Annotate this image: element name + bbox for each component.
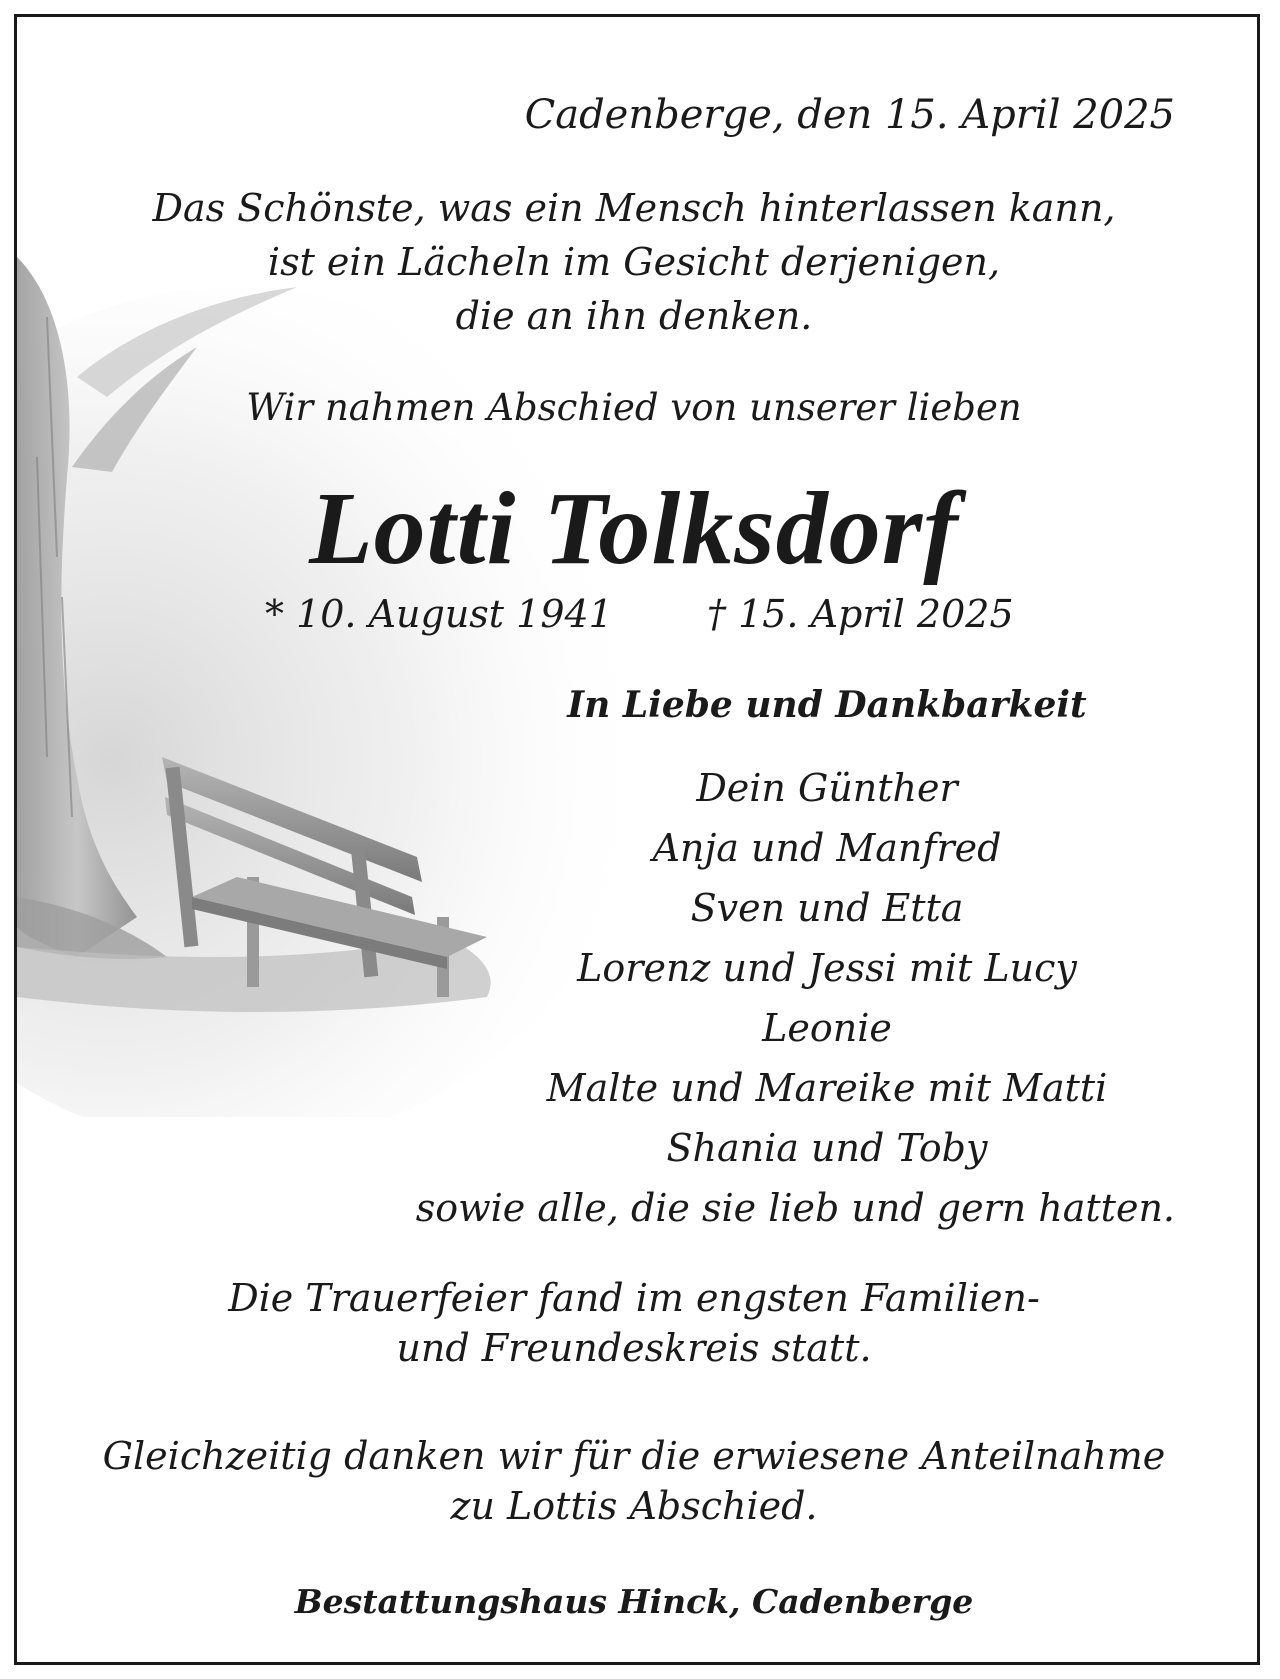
service-line-2: und Freundeskreis statt.: [396, 1326, 872, 1370]
quote-line-2: ist ein Lächeln im Gesicht derjenigen,: [267, 240, 1001, 284]
birth-date: * 10. August 1941: [265, 592, 613, 636]
service-line-1: Die Trauerfeier fand im engsten Familien-: [228, 1276, 1040, 1320]
death-date: † 15. April 2025: [707, 592, 1014, 636]
mourner-name: Lorenz und Jessi mit Lucy: [577, 946, 1077, 990]
place-and-date: Cadenberge, den 15. April 2025: [524, 92, 1175, 138]
mourner-name: Shania und Toby: [666, 1126, 988, 1170]
mourners-closing: sowie alle, die sie lieb und gern hatten.: [415, 1186, 1175, 1230]
mourner-name: Leonie: [762, 1006, 892, 1050]
quote-line-3: die an ihn denken.: [455, 294, 813, 338]
thanks-line-1: Gleichzeitig danken wir für die erwiesene Anteilnahme: [102, 1434, 1166, 1478]
mourner-name: Anja und Manfred: [652, 826, 1002, 870]
obituary-notice: [14, 14, 1260, 1665]
thanks-line-2: zu Lottis Abschied.: [450, 1484, 818, 1528]
mourner-name: Sven und Etta: [690, 886, 964, 930]
quote-line-1: Das Schönste, was ein Mensch hinterlassen kann,: [152, 186, 1116, 230]
mourner-name: Malte und Mareike mit Matti: [546, 1066, 1108, 1110]
mourner-name: Dein Günther: [696, 766, 958, 810]
funeral-home: Bestattungshaus Hinck, Cadenberge: [294, 1582, 974, 1621]
deceased-name: Lotti Tolksdorf: [309, 471, 959, 586]
intro-text: Wir nahmen Abschied von unserer lieben: [246, 386, 1022, 429]
mourners-heading: In Liebe und Dankbarkeit: [567, 684, 1087, 726]
